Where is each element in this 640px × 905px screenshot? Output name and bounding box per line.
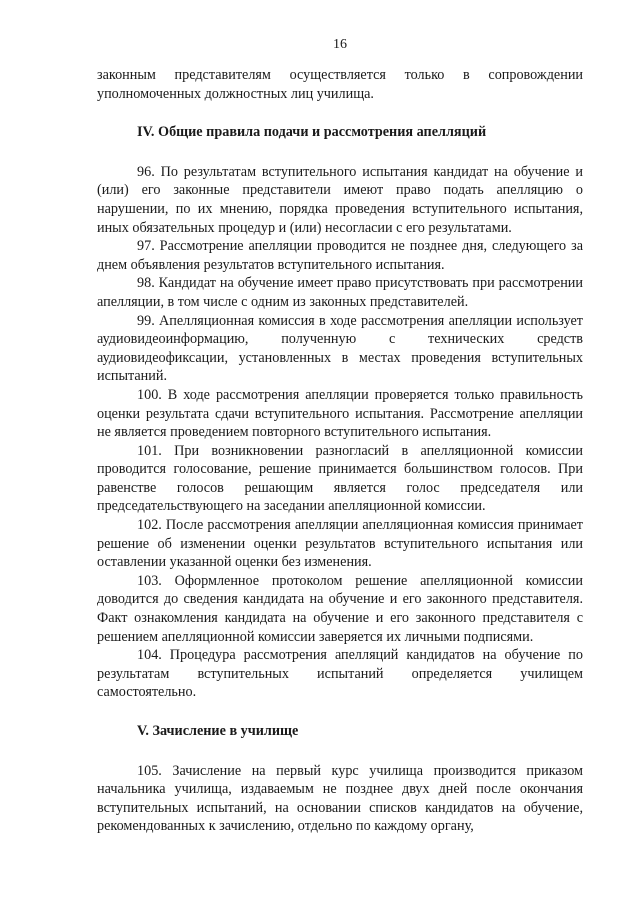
section-5-title: V. Зачисление в училище <box>137 723 299 739</box>
page-number: 16 <box>333 37 347 52</box>
section-4-title: IV. Общие правила подачи и рассмотрения апелляций <box>137 124 487 141</box>
paragraph-105: 105. Зачисление на первый курс училища производится приказом начальника училища, издаваемым не позднее двух дней после окончания вступительных испытаний, на основании списков кандидатов на обучение, рекомендованных к зачислению, отдельно по каждому органу, <box>97 762 583 835</box>
paragraph-96: 96. По результатам вступительного испытания кандидат на обучение и (или) его законные представители имеют право подать апелляцию о нарушении, по их мнению, порядка проведения вступительного испытания, иных обязательных процедур и (или) несогласии с его результатами. <box>97 163 583 236</box>
paragraph-104: 104. Процедура рассмотрения апелляций кандидатов на обучение по результатам вступительных испытаний определяется училищем самостоятельно. <box>97 647 583 701</box>
intro-paragraph: законным представителям осуществляется только в сопровождении уполномоченных должностных лиц училища. <box>97 67 583 102</box>
paragraph-97: 97. Рассмотрение апелляции проводится не позднее дня, следующего за днем объявления результатов вступительного испытания. <box>97 238 583 273</box>
paragraph-100: 100. В ходе рассмотрения апелляции проверяется только правильность оценки результата сдачи вступительного испытания. Рассмотрение апелляции не является проведением повторного вступительного испытания. <box>97 386 583 441</box>
paragraph-101: 101. При возникновении разногласий в апелляционной комиссии проводится голосование, решение принимается большинством голосов. При равенстве голосов решающим является голос председателя или председательствующего на заседании апелляционной комиссии. <box>97 442 583 515</box>
paragraph-99: 99. Апелляционная комиссия в ходе рассмотрения апелляции использует аудиовидеоинформацию, полученную с технических средств аудиовидеофиксации, установленных в местах проведения вступительных испытаний. <box>97 312 583 385</box>
section-4-body <box>97 163 583 702</box>
paragraph-102: 102. После рассмотрения апелляции апелляционная комиссия принимает решение об изменении оценки результатов вступительного испытания или оставлении указанной оценки без изменения. <box>97 517 583 571</box>
section-5-body <box>97 762 583 836</box>
paragraph-98: 98. Кандидат на обучение имеет право присутствовать при рассмотрении апелляции, в том числе с одним из законных представителей. <box>97 275 583 310</box>
paragraph-103: 103. Оформленное протоколом решение апелляционной комиссии доводится до сведения кандидата на обучение и его законного представителя. Факт ознакомления кандидата на обучение и его законного представителя с решением апелляционной комиссии заверяется их личными подписями. <box>97 572 583 645</box>
